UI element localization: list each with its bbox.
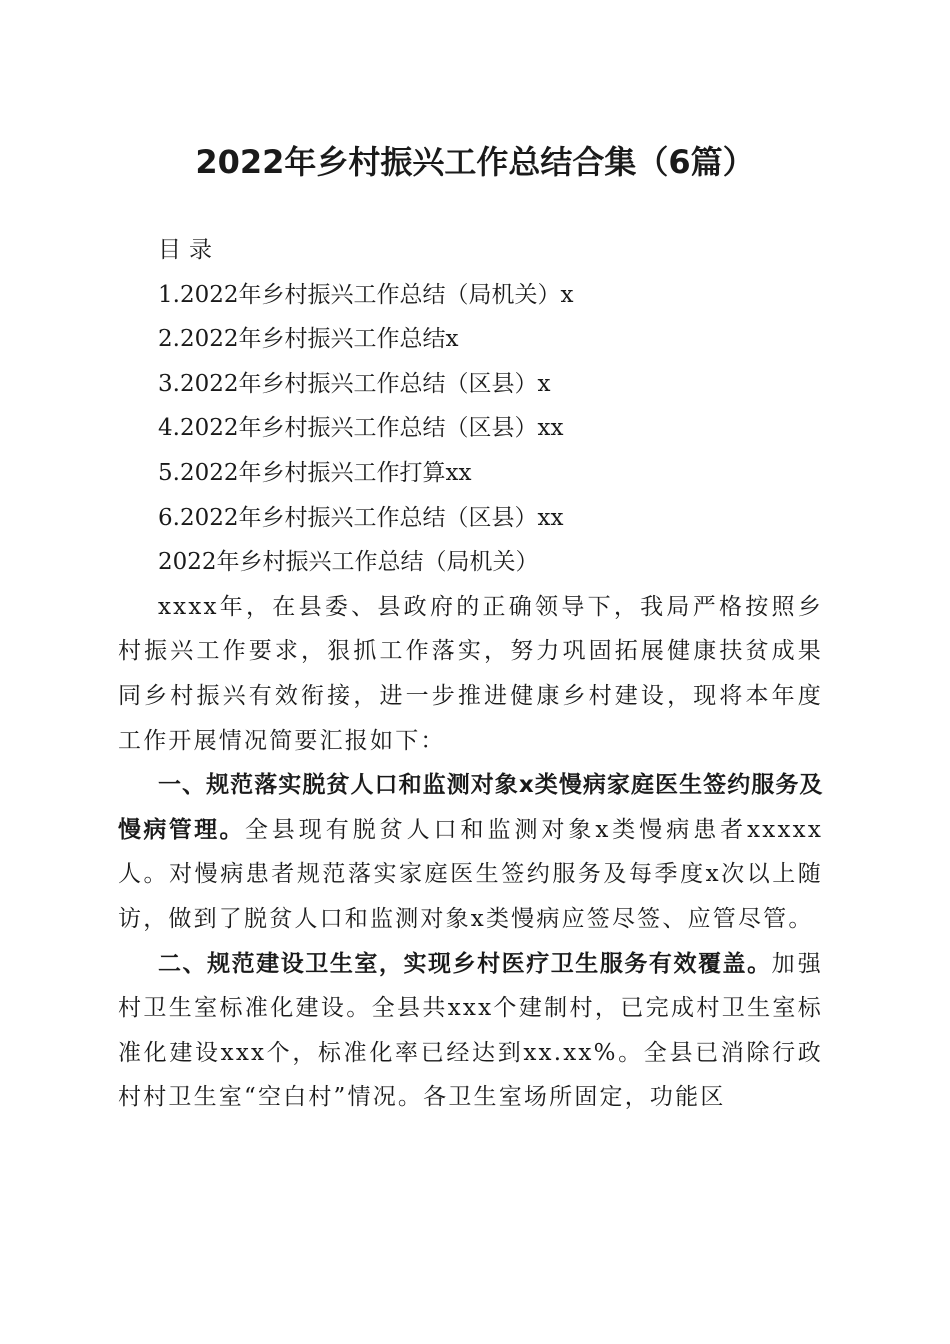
toc-heading: 目录 [158, 237, 220, 263]
toc-item: 5.2022年乡村振兴工作打算xx [158, 459, 472, 486]
item-paragraph [118, 942, 823, 1120]
toc-item: 4.2022年乡村振兴工作总结（区县）xx [158, 415, 564, 442]
item-heading: 二、规范建设卫生室，实现乡村医疗卫生服务有效覆盖。 [158, 950, 772, 977]
section-title: 2022年乡村振兴工作总结（局机关） [158, 549, 539, 576]
toc-item: 6.2022年乡村振兴工作总结（区县）xx [158, 504, 564, 531]
toc-item: 1.2022年乡村振兴工作总结（局机关）x [158, 281, 574, 308]
intro-paragraph: xxxx年，在县委、县政府的正确领导下，我局严格按照乡村振兴工作要求，狠抓工作落实，努力巩固拓展健康扶贫成果同乡村振兴有效衔接，进一步推进健康乡村建设，现将本年度工作开展情况简要汇报如下： [118, 593, 823, 754]
toc-item: 3.2022年乡村振兴工作总结（区县）x [158, 370, 551, 397]
document-body [118, 228, 823, 1120]
item-paragraph [118, 763, 823, 941]
document-title: 2022年乡村振兴工作总结合集（6篇） [195, 143, 755, 181]
item-text: 全县现有脱贫人口和监测对象x类慢病患者xxxxx人。对慢病患者规范落实家庭医生签约服务及每季度x次以上随访，做到了脱贫人口和监测对象x类慢病应签尽签、应管尽管。 [118, 816, 823, 932]
item-text: 加强村卫生室标准化建设。全县共xxx个建制村，已完成村卫生室标准化建设xxx个，标准化率已经达到xx.xx%。全县已消除行政村村卫生室“空白村”情况。各卫生室场所固定，功能区 [118, 950, 824, 1111]
toc-item: 2.2022年乡村振兴工作总结x [158, 326, 459, 353]
item-heading: 一、规范落实脱贫人口和监测对象x类慢病家庭医生签约服务及慢病管理。 [118, 772, 823, 843]
